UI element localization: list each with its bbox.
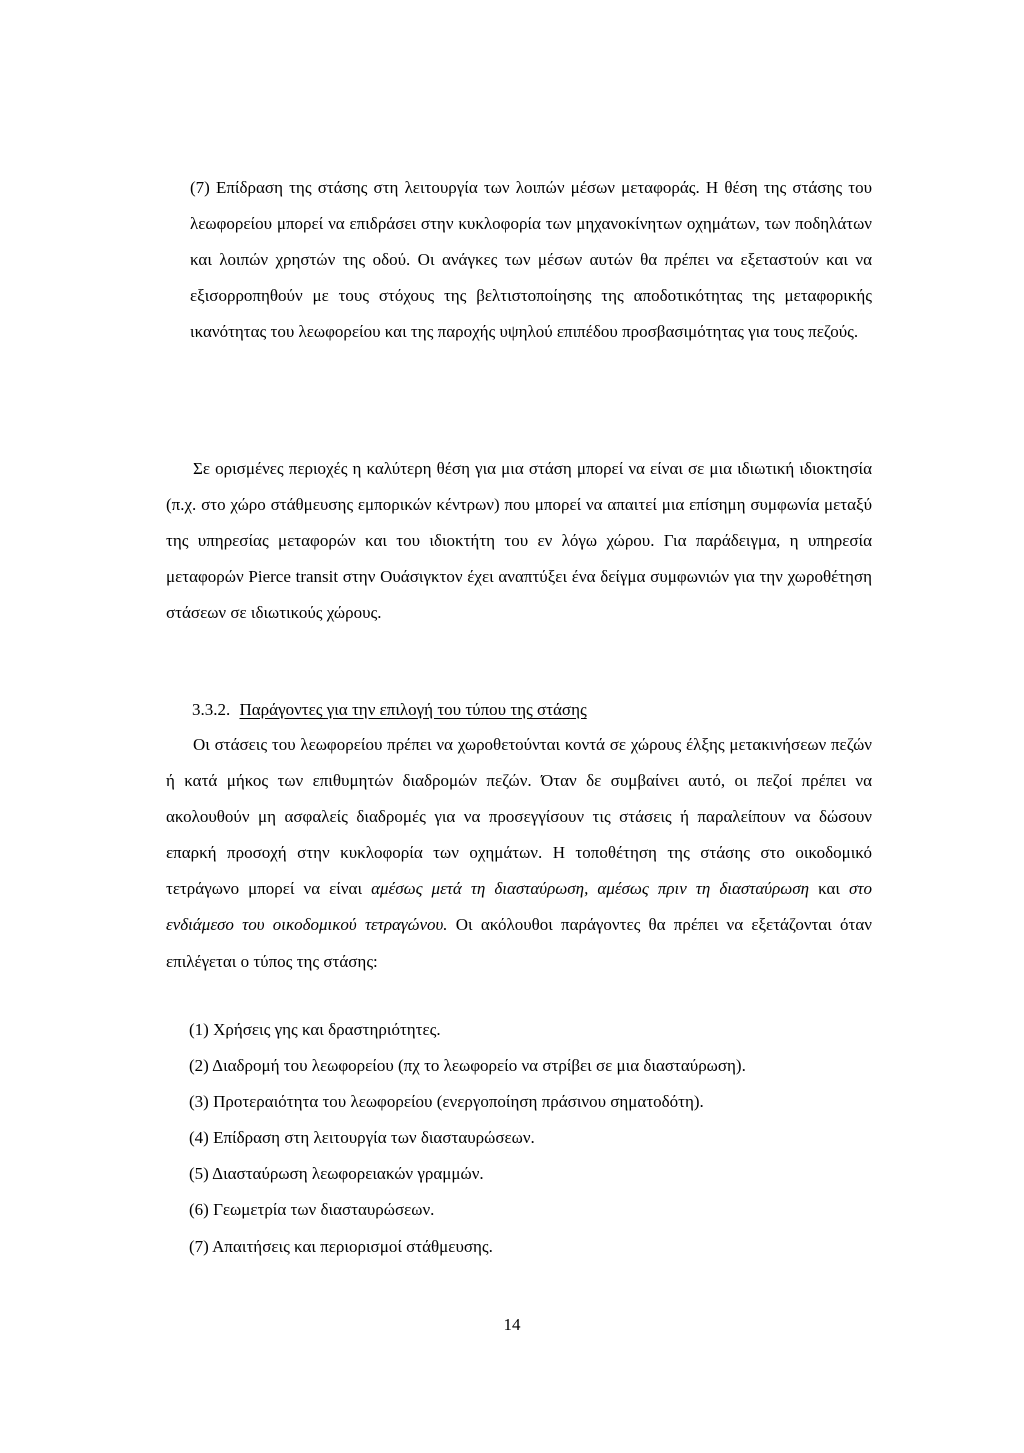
text-run: Οι ακόλουθοι παράγοντες θα πρέπει να εξετάζονται όταν επιλέγεται ο τύπος της στάσης: xyxy=(166,915,872,971)
paragraph-text xyxy=(166,727,872,980)
list-item: (6) Γεωμετρία των διασταυρώσεων. xyxy=(189,1200,435,1220)
list-item: (7) Απαιτήσεις και περιορισμοί στάθμευσης. xyxy=(189,1236,493,1256)
paragraph-section-7 xyxy=(192,170,872,350)
list-item: (3) Προτεραιότητα του λεωφορείου (ενεργοποίηση πράσινου σηματοδότη). xyxy=(189,1092,704,1112)
text-run: και xyxy=(818,879,841,899)
paragraph-text: Σε ορισμένες περιοχές η καλύτερη θέση για μια στάση μπορεί να είναι σε μια ιδιωτική ιδιοκτησία (π.χ. στο χώρο στάθμευσης εμπορικών κέντρων) που μπορεί να απαιτεί μια επίσημη συμφωνία μεταξύ της υπηρεσίας μεταφορών και του ιδιοκτήτη του εν λόγω χώρου. Για παράδειγμα, η υπηρεσία μεταφορών Pierce transit στην Ουάσιγκτον έχει αναπτύξει ένα δείγμα συμφωνιών για την χωροθέτηση στάσεων σε ιδιωτικούς χώρους. xyxy=(166,459,872,623)
paragraph-private-property xyxy=(166,451,872,631)
paragraph-text: (7) Επίδραση της στάσης στη λειτουργία των λοιπών μέσων μεταφοράς. Η θέση της στάσης του λεωφορείου μπορεί να επιδράσει στην κυκλοφορία των μηχανοκίνητων οχημάτων, των ποδηλάτων και λοιπών χρηστών της οδού. Οι ανάγκες των μέσων αυτών θα πρέπει να εξεταστούν και να εξισορροπηθούν με τους στόχους της βελτιστοποίησης της αποδοτικότητας της μεταφορικής ικανότητας του λεωφορείου και της παροχής υψηλού επιπέδου προσβασιμότητας για τους πεζούς. xyxy=(190,178,872,342)
page-number: 14 xyxy=(503,1315,521,1334)
list-item: (1) Χρήσεις γης και δραστηριότητες. xyxy=(189,1020,441,1039)
paragraph-stop-factors xyxy=(166,727,872,980)
list-item: (4) Επίδραση στη λειτουργία των διασταυρώσεων. xyxy=(189,1128,535,1148)
list-item: (2) Διαδρομή του λεωφορείου (πχ το λεωφορείο να στρίβει σε μια διασταύρωση). xyxy=(189,1056,746,1076)
italic-text: αμέσως μετά τη διασταύρωση, αμέσως πριν τη διασταύρωση xyxy=(371,879,810,899)
section-number: 3.3.2. xyxy=(192,700,231,719)
section-heading xyxy=(192,692,587,728)
list-item: (5) Διασταύρωση λεωφορειακών γραμμών. xyxy=(189,1164,484,1184)
italic-text: στο ενδιάμεσο του οικοδομικού τετραγώνου. xyxy=(166,879,873,935)
factor-list xyxy=(189,1012,746,1265)
text-run: Οι στάσεις του λεωφορείου πρέπει να χωροθετούνται κοντά σε χώρους έλξης μετακινήσεων πεζών ή κατά μήκος των επιθυμητών διαδρομών πεζών. Όταν δε συμβαίνει αυτό, οι πεζοί πρέπει να ακολουθούν μη ασφαλείς διαδρομές για να προσεγγίσουν τις στάσεις ή παραλείπουν να δώσουν επαρκή προσοχή στην κυκλοφορία των οχημάτων. Η τοποθέτηση της στάσης στο οικοδομικό τετράγωνο μπορεί να είναι xyxy=(166,735,872,899)
section-title: Παράγοντες για την επιλογή του τύπου της στάσης xyxy=(239,700,587,719)
